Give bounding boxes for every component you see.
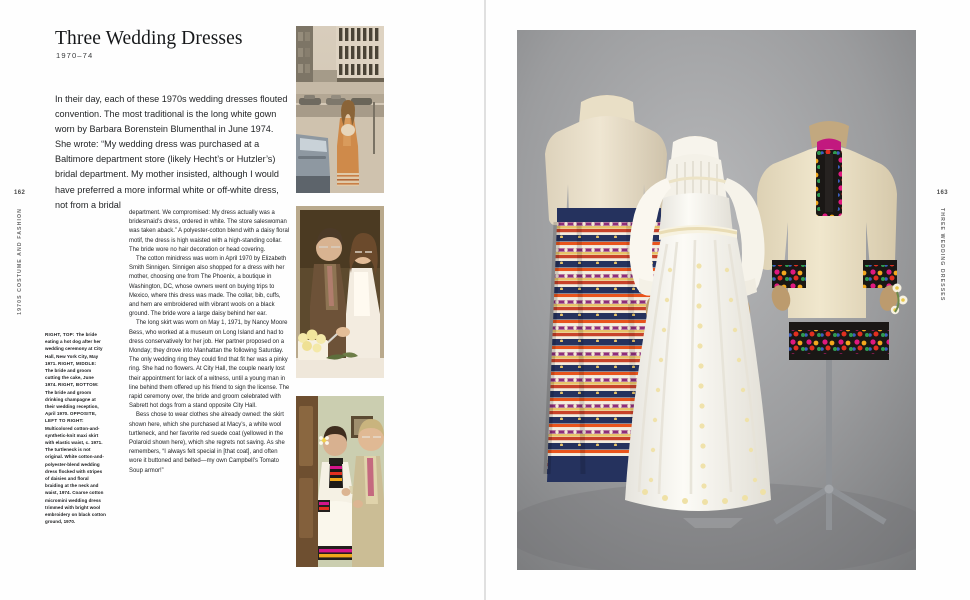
caption-label-2: RIGHT, MIDDLE:	[57, 360, 97, 366]
caption-label-1: RIGHT, TOP:	[45, 332, 75, 337]
intro-paragraph: In their day, each of these 1970s wedding dresses flouted convention. The most traditional is the long white gown worn by Barbara Borenstein Blumenthal in June 1974. She wrote: “My wedding dress was purchased at a Baltimore department store (likely Hecht’s or Hutzler’s) bridal department. My mother insisted, although I would have preferred a more informal white or off-white dress, not from a bridal	[55, 94, 288, 210]
caption-text-2: The bride and groom cutting the cake, June 1974.	[45, 368, 94, 388]
caption-label-4: OPPOSITE, LEFT TO RIGHT:	[45, 411, 97, 424]
right-page	[485, 0, 970, 600]
photo-champagne-toast	[296, 396, 384, 567]
photo-bride-hotdog	[296, 26, 384, 193]
body-paragraph: The cotton minidress was worn in April 1970 by Elizabeth Smith Sinnigen. Sinnigen also shopped for a dress with her mother, choosing one from The Phoenix, a boutique in Washington, DC, whose owners went on buying trips to Mexico, where this dress was made. The collar, bib, cuffs, and hem are embroidered with vibrant wools on a black ground. The bride wore a large daisy behind her ear.	[129, 256, 287, 318]
page-subtitle: 1970–74	[56, 51, 94, 60]
body-paragraph: Bess chose to wear clothes she already owned: the skirt shown here, which she purchased at Macy’s, a white wool turtleneck, and her favorite red suede coat (yellowed in the Polaroid shown here), which she regrets not saving. As she remembers, “I always felt special in [that coat], and often wore it buttoned and belted—my own Campbell’s Tomato Soup armor!”	[129, 412, 285, 474]
photo-cake-cutting	[296, 206, 384, 378]
body-paragraph: department. We compromised: My dress actually was a bridesmaid’s dress, ordered in white. The store saleswoman was taken aback.” A polyester-cotton blend with a daisy floral motif, the dress is high waisted with a high-standing collar. The bride wore no hair decoration or head covering.	[129, 210, 290, 253]
running-head-left: 1970S COSTUME AND FASHION	[17, 208, 23, 315]
running-head-right: THREE WEDDING DRESSES	[939, 208, 945, 302]
caption-text-3: The bride and groom drinking champagne at their wedding reception, April 1970.	[45, 389, 99, 417]
folio-left: 162	[14, 190, 26, 196]
photo-caption-block	[45, 331, 106, 525]
folio-right: 163	[936, 190, 948, 196]
page-gutter	[484, 0, 486, 600]
page-title: Three Wedding Dresses	[55, 28, 243, 49]
mannequin-white-gown	[625, 136, 771, 528]
caption-text-1: The bride eating a hot dog after her wedding ceremony at City Hall, New York City, May 1971.	[45, 332, 103, 366]
caption-text-4: Multicolored cotton-and-synthetic-knit maxi skirt with elastic waist, c. 1971. The turtleneck is not original. White cotton-and-polyester-blend wedding dress flocked with stripes of daisies and floral braiding at the neck and waist, 1974. Coarse cotton microminì wedding dress trimmed with bright wool embroidery on black cotton ground, 1970.	[45, 425, 106, 525]
body-text-column	[129, 209, 292, 476]
body-paragraph: The long skirt was worn on May 1, 1971, by Nancy Moore Bess, who worked at a museum on Long Island and had to dress conservatively for her job. Her partner proposed on a Monday; they drove into Manhattan the following Saturday. The only wedding ring they could find that fit her was a pinky ring. She had no flowers. At City Hall, the couple nearly lost their appointment for lack of a witness, until a young man in line behind them offered up his friend to sign the license. The rapid ceremony over, the bride and groom celebrated with Sabrett hot dogs from a stand opposite City Hall.	[129, 320, 290, 410]
photo-three-wedding-dresses	[517, 30, 916, 570]
caption-label-3: RIGHT, BOTTOM:	[57, 382, 99, 388]
